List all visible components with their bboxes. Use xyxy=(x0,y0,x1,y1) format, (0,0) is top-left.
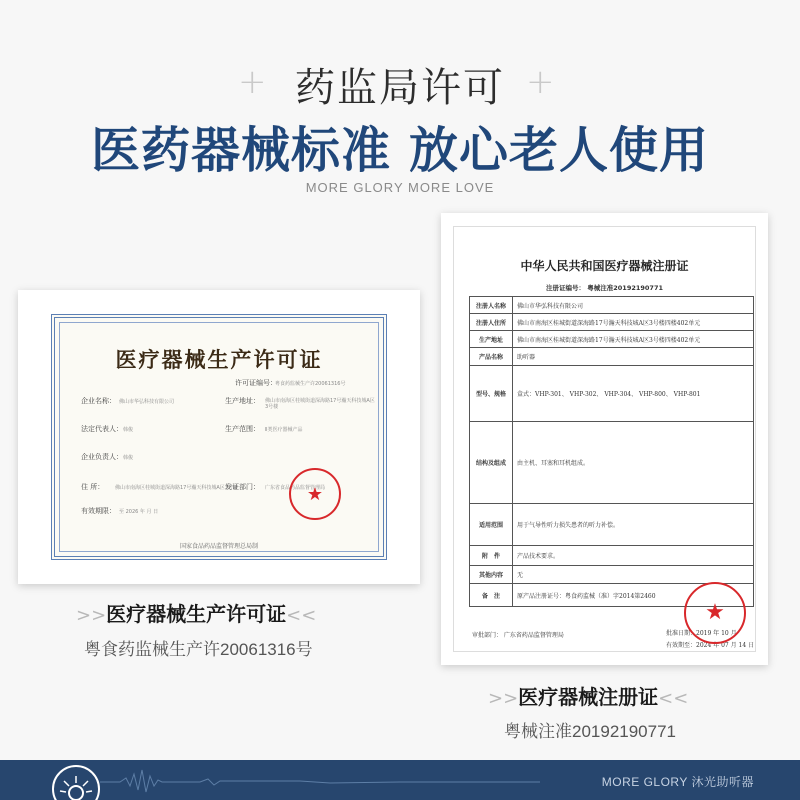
row-value: 佛山市南海区桂城街道深海路17号瀚天科技城A区3号楼四楼402单元 xyxy=(513,331,754,348)
registration-number-caption: 粤械注准20192190771 xyxy=(504,722,677,741)
caption-title: 医疗器械注册证 xyxy=(518,685,659,709)
table-row xyxy=(470,422,754,504)
registration-number: 注册证编号： 粤械注准20192190771 xyxy=(545,284,663,292)
registration-title: 中华人民共和国医疗器械注册证 xyxy=(520,259,689,273)
table-row xyxy=(470,546,754,566)
production-address-value: 佛山市南海区桂城街道深海路17号瀚天科技城A区3号楼 xyxy=(265,398,375,410)
row-value: 原产品注册证号：粤食药监械（准）字2014第2460 xyxy=(513,584,754,607)
caption-arrow-right: << xyxy=(658,688,689,709)
production-license-title: 医疗器械生产许可证 xyxy=(115,347,323,372)
issuing-dept-value: 广东省食品药品监督管理局 xyxy=(265,485,326,491)
license-number-label: 许可证编号： xyxy=(235,379,277,387)
validity-label: 有效期限： xyxy=(81,507,116,515)
official-seal-right xyxy=(684,582,746,644)
company-name-value: 佛山市华弘科技有限公司 xyxy=(119,399,175,405)
row-value: 由主机、耳塞和耳机组成。 xyxy=(513,422,754,504)
row-key: 附 件 xyxy=(470,546,513,566)
production-license-certificate xyxy=(51,314,387,560)
seal-star-icon: ★ xyxy=(306,484,324,505)
legal-rep-value: 韩俊 xyxy=(123,427,134,433)
row-key: 产品名称 xyxy=(470,348,513,366)
residence-value: 佛山市南海区桂城街道深海路17号瀚天科技城A区3号楼 xyxy=(115,485,238,491)
caption-arrow-right: << xyxy=(286,605,317,626)
production-license-caption xyxy=(76,598,316,627)
row-key: 结构及组成 xyxy=(470,422,513,504)
table-row xyxy=(470,331,754,348)
company-head-value: 韩俊 xyxy=(123,455,134,461)
approval-date: 批准日期：2019 年 10 月 xyxy=(666,630,737,637)
plus-decoration-left: + xyxy=(238,62,267,102)
row-key: 生产地址 xyxy=(470,331,513,348)
footer-bar xyxy=(0,760,800,800)
plus-decoration-right: + xyxy=(526,62,555,102)
row-key: 适用范围 xyxy=(470,504,513,546)
table-row xyxy=(470,366,754,422)
row-value: 佛山市南海区桂城街道深海路17号瀚天科技城A区3号楼四楼402单元 xyxy=(513,314,754,331)
table-row xyxy=(470,348,754,366)
official-seal-left xyxy=(289,468,341,520)
sound-wave-icon xyxy=(100,764,540,796)
license-number-value: 粤食药监械生产许20061316号 xyxy=(275,381,346,387)
footer-brand: MORE GLORY 沐光助听器 xyxy=(601,775,754,789)
company-head-label: 企业负责人： xyxy=(81,453,123,461)
registration-certificate xyxy=(453,226,756,652)
approver: 审批部门： 广东省药品监督管理局 xyxy=(472,632,564,639)
row-key: 备 注 xyxy=(470,584,513,607)
production-scope-value: Ⅱ类医疗器械产品 xyxy=(265,427,303,433)
table-row xyxy=(470,566,754,584)
production-address-label: 生产地址： xyxy=(225,397,260,405)
production-scope-label: 生产范围： xyxy=(225,425,260,433)
seal-star-icon: ★ xyxy=(705,600,725,625)
row-value: 用于气导性听力损失患者的听力补偿。 xyxy=(513,504,754,546)
row-value: 产品技术要求。 xyxy=(513,546,754,566)
brand-logo-icon xyxy=(52,765,100,800)
slogan: MORE GLORY MORE LOVE xyxy=(305,180,495,195)
registration-certificate-frame xyxy=(441,213,768,665)
caption-title: 医疗器械生产许可证 xyxy=(106,602,287,626)
production-license-frame xyxy=(18,290,420,584)
row-value: 佛山市华弘科技有限公司 xyxy=(513,297,754,314)
caption-arrow-left: >> xyxy=(76,605,107,626)
validity-value: 至 2026 年 月 日 xyxy=(119,509,159,515)
row-value: 助听器 xyxy=(513,348,754,366)
row-value: 盒式：VHP-301、 VHP-302、 VHP-304、 VHP-800、 VHP-801 xyxy=(513,366,754,422)
row-key: 其他内容 xyxy=(470,566,513,584)
valid-until: 有效期至：2024 年 07 月 14 日 xyxy=(666,642,755,649)
row-key: 注册人住所 xyxy=(470,314,513,331)
page-title: 药监局许可 xyxy=(295,65,505,111)
row-key: 注册人名称 xyxy=(470,297,513,314)
production-license-footer: 国家食品药品监督管理总局制 xyxy=(179,543,258,550)
caption-arrow-left: >> xyxy=(488,688,519,709)
registration-table xyxy=(469,296,754,607)
company-name-label: 企业名称： xyxy=(81,397,116,405)
table-row xyxy=(470,297,754,314)
production-license-number: 粤食药监械生产许20061316号 xyxy=(84,640,313,659)
table-row xyxy=(470,314,754,331)
legal-rep-label: 法定代表人： xyxy=(81,425,123,433)
residence-label: 住 所： xyxy=(81,483,105,491)
table-row xyxy=(470,504,754,546)
row-key: 型号、规格 xyxy=(470,366,513,422)
row-value: 无 xyxy=(513,566,754,584)
headline: 医药器械标准 放心老人使用 xyxy=(90,122,710,179)
issuing-dept-label: 发证部门： xyxy=(225,483,260,491)
registration-caption xyxy=(488,681,688,710)
